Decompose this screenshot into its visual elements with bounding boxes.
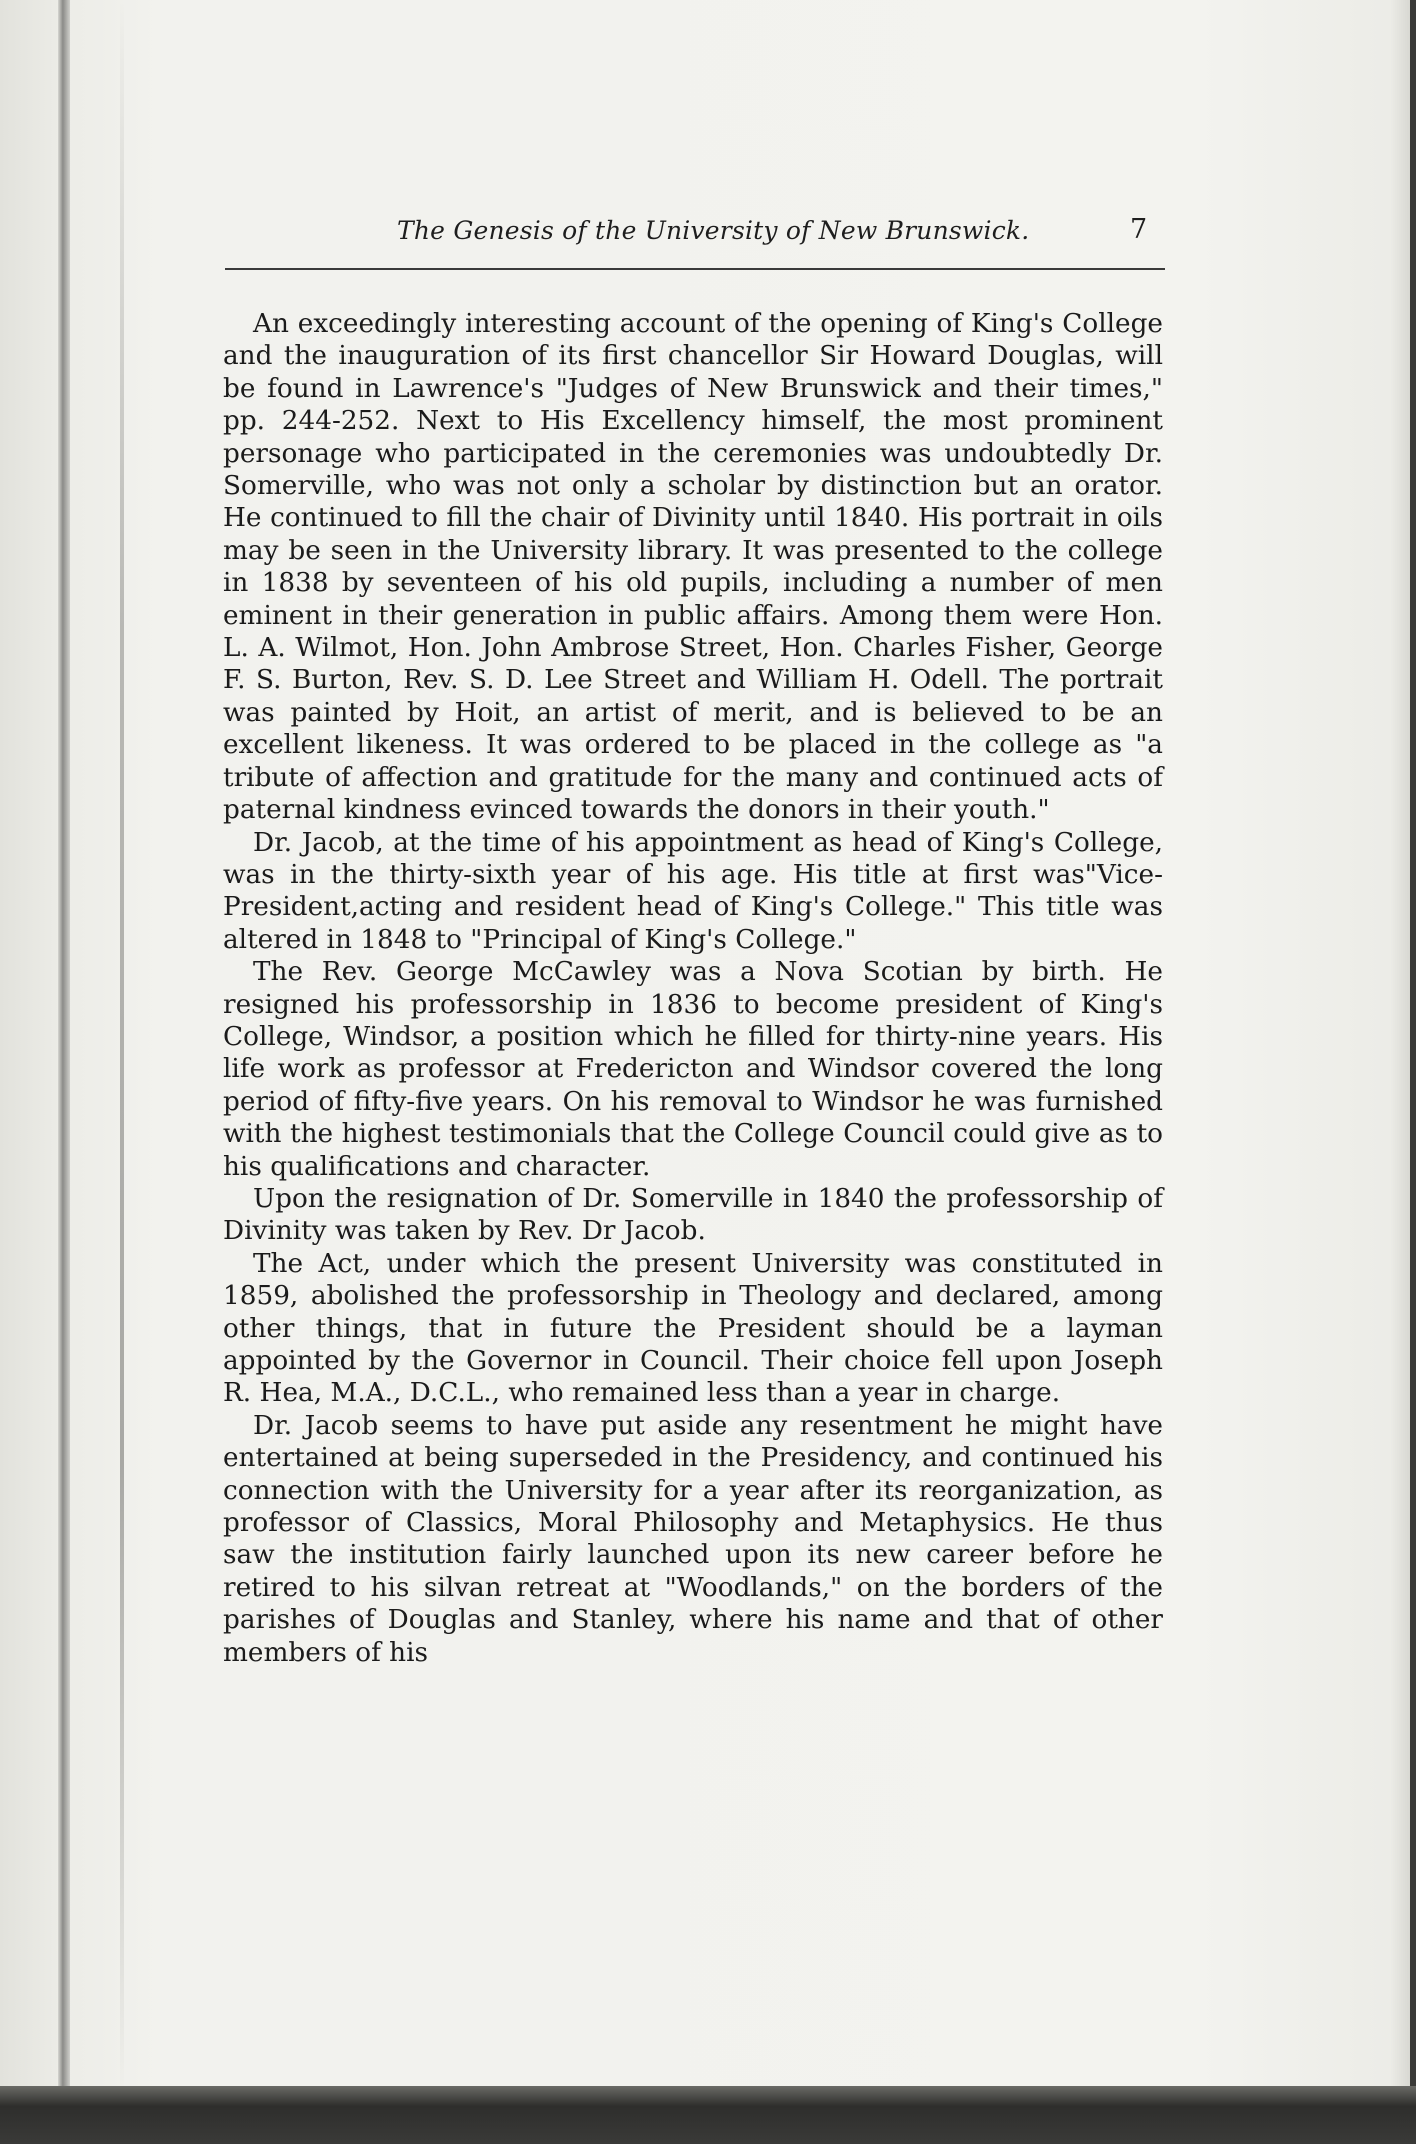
running-title: The Genesis of the University of New Brunswick. xyxy=(397,216,1030,245)
paragraph-2: Dr. Jacob, at the time of his appointment as head of King's College, was in the thirty-sixth year of his age. His title at first was"Vice-President,acting and resident head of King's College." This title was altered in 1848 to "Principal of King's College." xyxy=(223,827,1163,955)
header-rule xyxy=(225,268,1165,270)
scanner-edge xyxy=(0,2086,1416,2144)
gutter-line xyxy=(120,0,124,2090)
body-text xyxy=(223,308,1163,1669)
page-number: 7 xyxy=(1130,214,1148,245)
paragraph-6: Dr. Jacob seems to have put aside any resentment he might have entertained at being superseded in the Presidency, and continued his connection with the University for a year after its reorganization, as professor of Classics, Moral Philosophy and Metaphysics. He thus saw the institution fairly launched upon its new career before he retired to his silvan retreat at "Woodlands," on the borders of the parishes of Douglas and Stanley, where his name and that of other members of his xyxy=(223,1410,1163,1668)
paragraph-1: An exceedingly interesting account of the opening of King's College and the inauguration of its first chancellor Sir Howard Douglas, will be found in Lawrence's "Judges of New Brunswick and their times," pp. 244-252. Next to His Excellency himself, the most prominent personage who participated in the ceremonies was undoubtedly Dr. Somerville, who was not only a scholar by distinction but an orator. He continued to fill the chair of Divinity until 1840. His portrait in oils may be seen in the University library. It was presented to the college in 1838 by seventeen of his old pupils, including a number of men eminent in their generation in public affairs. Among them were Hon. L. A. Wilmot, Hon. John Ambrose Street, Hon. Charles Fisher, George F. S. Burton, Rev. S. D. Lee Street and William H. Odell. The portrait was painted by Hoit, an artist of merit, and is believed to be an excellent likeness. It was ordered to be placed in the college as "a tribute of affection and gratitude for the many and continued acts of paternal kindness evinced towards the donors in their youth." xyxy=(223,309,1163,826)
paragraph-5: The Act, under which the present University was constituted in 1859, abolished the professorship in Theology and declared, among other things, that in future the President should be a layman appointed by the Governor in Council. Their choice fell upon Joseph R. Hea, M.A., D.C.L., who remained less than a year in charge. xyxy=(223,1248,1163,1409)
paragraph-4: Upon the resignation of Dr. Somerville in 1840 the professorship of Divinity was taken by Rev. Dr Jacob. xyxy=(223,1183,1163,1247)
paragraph-3: The Rev. George McCawley was a Nova Scotian by birth. He resigned his professorship in 1836 to become president of King's College, Windsor, a position which he filled for thirty-nine years. His life work as professor at Fredericton and Windsor covered the long period of fifty-five years. On his removal to Windsor he was furnished with the highest testimonials that the College Council could give as to his qualifications and character. xyxy=(223,957,1163,1182)
binding-shadow xyxy=(58,0,70,2090)
running-header xyxy=(225,210,1165,266)
